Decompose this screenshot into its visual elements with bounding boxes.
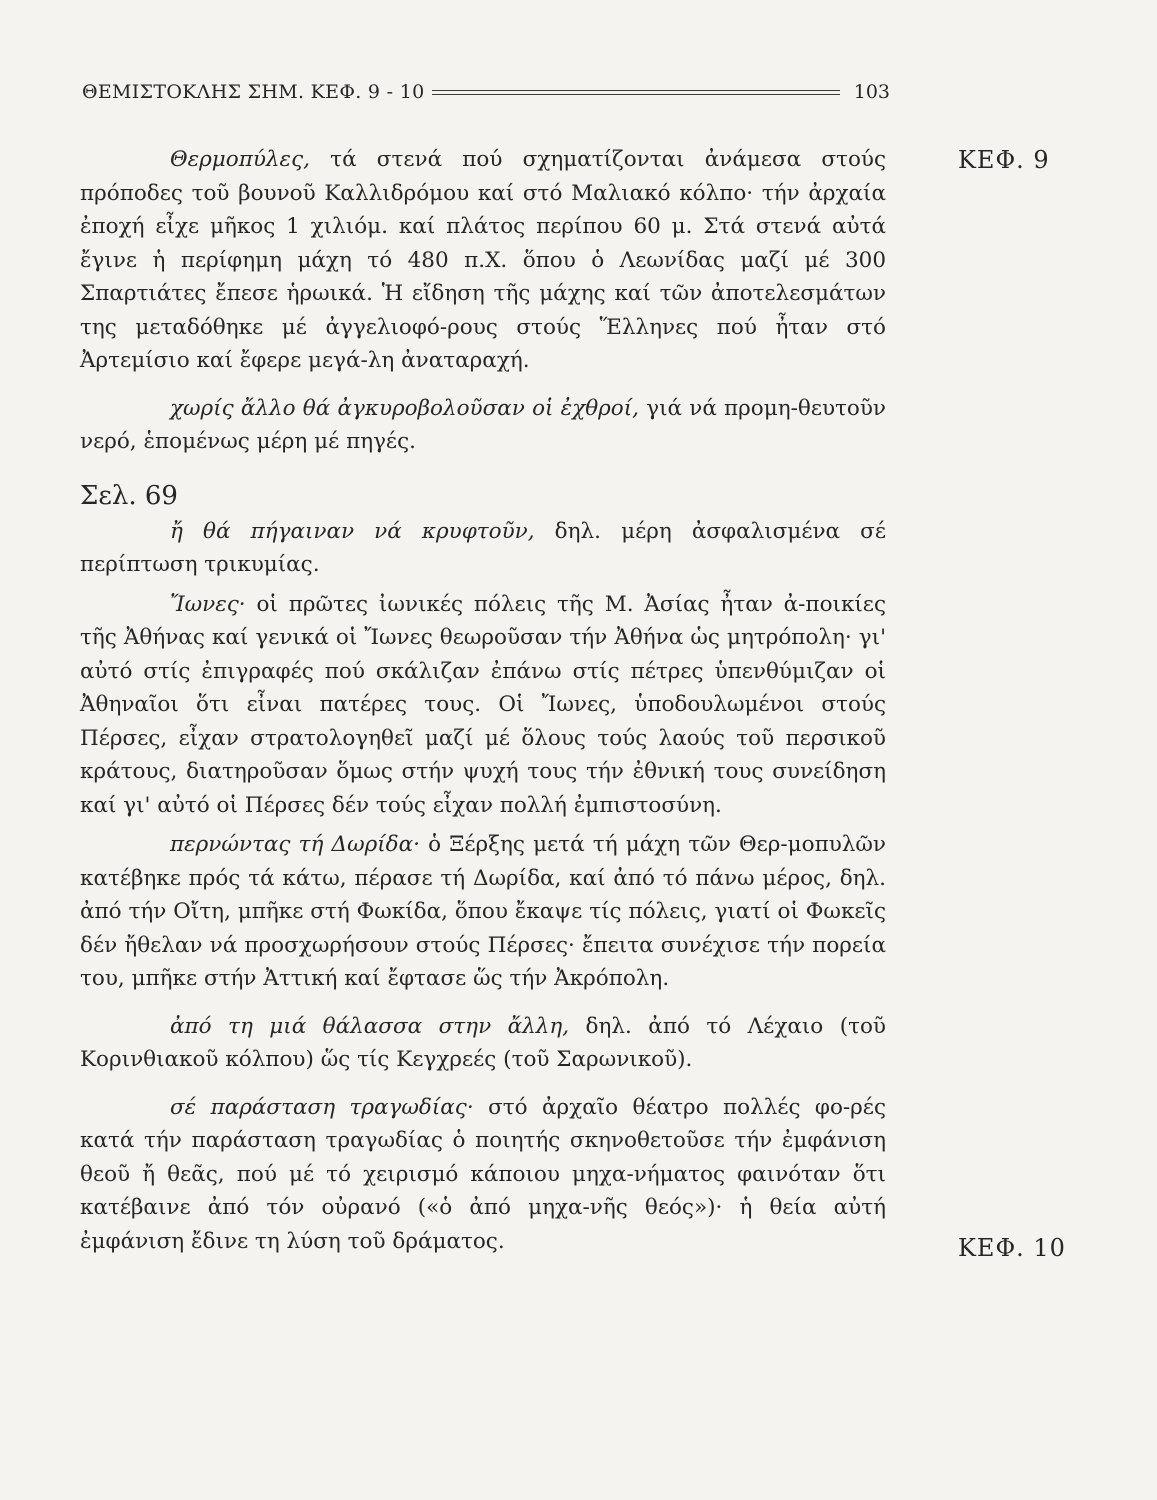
note-text: γιά νά προμη-θευτοῦν νερό, ἑπομένως μέρη μέ πηγές.	[80, 395, 887, 454]
note-lemma: χωρίς ἄλλο θά ἀγκυροβολοῦσαν οἱ ἐχθροί,	[170, 395, 640, 421]
note-entry	[80, 143, 886, 378]
page-number: 103	[853, 81, 890, 103]
note-entry	[80, 515, 886, 582]
note-text: τά στενά πού σχηματίζονται ἀνάμεσα στούς πρόποδες τοῦ βουνοῦ Καλλιδρόμου καί στό Μαλιακό κόλπο· τήν ἀρχαία ἐποχή εἶχε μῆκος 1 χιλιόμ. καί πλάτος περίπου 60 μ. Στά στενά αὐτά ἔγινε ἡ περίφημη μάχη τό 480 π.Χ. ὅπου ὁ Λεωνίδας μαζί μέ 300 Σπαρτιάτες ἔπεσε ἡρωικά. Ἡ εἴδηση τῆς μάχης καί τῶν ἀποτελεσμάτων της μεταδόθηκε μέ ἀγγελιοφό-ρους στούς Ἕλληνες πού ἦταν στό Ἀρτεμίσιο καί ἔφερε μεγά-λη ἀναταραχή.	[80, 147, 886, 373]
note-lemma: Θερμοπύλες,	[170, 147, 310, 172]
section-heading: Σελ. 69	[80, 480, 178, 511]
running-header	[82, 78, 890, 106]
note-lemma: Ἴωνες·	[170, 591, 246, 617]
note-text: δηλ. ἀπό τό Λέχαιο (τοῦ Κορινθιακοῦ κόλπου) ὥς τίς Κεγχρεές (τοῦ Σαρωνικοῦ).	[80, 1013, 886, 1072]
note-entry	[80, 588, 886, 823]
note-text: οἱ πρῶτες ἰωνικές πόλεις τῆς Μ. Ἀσίας ἦταν ἀ-ποικίες τῆς Ἀθήνας καί γενικά οἱ Ἴωνες θεωροῦσαν τήν Ἀθήνα ὡς μητρόπολη· γι' αὐτό στίς ἐπιγραφές πού σκάλιζαν ἐπάνω στίς πέτρες ὑπενθύμιζαν οἱ Ἀθηναῖοι ὅτι εἶναι πατέρες τους. Οἱ Ἴωνες, ὑποδουλωμένοι στούς Πέρσες, εἶχαν στρατολογηθεῖ μαζί μέ ὅλους τούς λαούς τοῦ περσικοῦ κράτους, διατηροῦσαν ὅμως στήν ψυχή τους τήν ἐθνική τους συνείδηση καί γι' αὐτό οἱ Πέρσες δέν τούς εἶχαν πολλή ἐμπιστοσύνη.	[80, 591, 886, 818]
note-entry	[80, 392, 886, 459]
header-title: ΘΕΜΙΣΤΟΚΛΗΣ ΣΗΜ. ΚΕΦ. 9 - 10	[82, 81, 425, 103]
note-text: ὁ Ξέρξης μετά τή μάχη τῶν Θερ-μοπυλῶν κατέβηκε πρός τά κάτω, πέρασε τή Δωρίδα, καί ἀπό τό πάνω μέρος, δηλ. ἀπό τήν Οἴτη, μπῆκε στή Φωκίδα, ὅπου ἔκαψε τίς πόλεις, γιατί οἱ Φωκεῖς δέν ἤθελαν νά προσχωρήσουν στούς Πέρσες· ἔπειτα συνέχισε τήν πορεία του, μπῆκε στήν Ἀττική καί ἔφτασε ὥς τήν Ἀκρόπολη.	[80, 832, 886, 991]
main-text	[80, 143, 886, 1272]
note-entry	[80, 1091, 886, 1259]
note-text: δηλ. μέρη ἀσφαλισμένα σέ περίπτωση τρικυμίας.	[80, 518, 886, 577]
note-lemma: περνώντας τή Δωρίδα·	[170, 832, 420, 857]
note-lemma: ἤ θά πήγαιναν νά κρυφτοῦν,	[170, 518, 535, 544]
header-rule	[432, 90, 839, 95]
chapter-marker-9: ΚΕΦ. 9	[958, 146, 1050, 174]
note-entry	[80, 1010, 886, 1077]
note-text: στό ἀρχαῖο θέατρο πολλές φο-ρές κατά τήν παράσταση τραγωδίας ὁ ποιητής σκηνοθετοῦσε τήν ἐμφάνιση θεοῦ ἤ θεᾶς, πού μέ τό χειρισμό κάποιου μηχα-νήματος φαινόταν ὅτι κατέβαινε ἀπό τόν οὐρανό («ὁ ἀπό μηχα-νῆς θεός»)· ἡ θεία αὐτή ἐμφάνιση ἔδινε τη λύση τοῦ δράματος.	[80, 1094, 886, 1254]
chapter-marker-10: ΚΕΦ. 10	[958, 1234, 1066, 1262]
note-lemma: ἀπό τη μιά θάλασσα στην ἄλλη,	[170, 1013, 570, 1039]
note-lemma: σέ παράσταση τραγωδίας·	[170, 1094, 474, 1120]
note-entry	[80, 828, 886, 996]
